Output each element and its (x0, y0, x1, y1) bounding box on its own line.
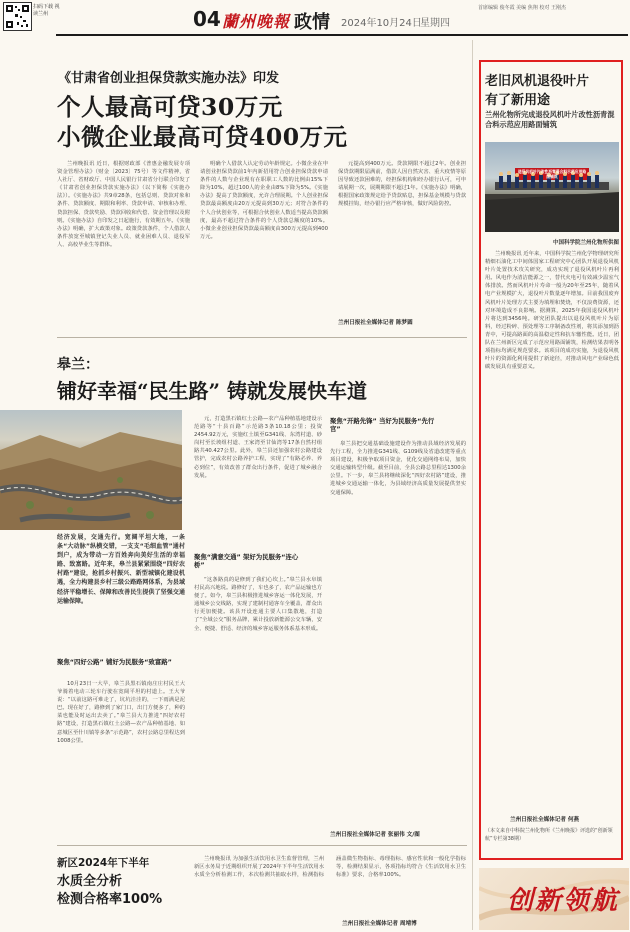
right-photo (485, 142, 619, 232)
lead-headline-1: 个人最高可贷30万元 (57, 93, 283, 121)
paper-name: 蘭州晚報 (222, 12, 291, 31)
middle-subhead-2: 聚焦“满意交通” 架好为民服务“连心桥” (194, 553, 299, 569)
right-headline-2: 有了新用途 (485, 93, 551, 108)
middle-photo (0, 410, 182, 530)
right-byline: 兰州日报社全媒体记者 何燕 (510, 817, 580, 823)
middle-paragraph: 元，打造黑石镇红土公路—农产品种植基地建设示范路等“十县百路”示范路3条10.18公里；投资2454.92万元，实施红土镇至G341线、东湾村道、砂岗村至长坡组村道、王家湾至甘仙湾等17条自然村组路共40.427公里。此外，皋兰县还加强农村公路建设管护，完成农村公路养护工程，实现了“有路必养、养必到位”，有效改善了群众出行条件，促进了城乡融合发展。 (194, 416, 322, 479)
bottom-headline-2: 检测合格率100% (57, 892, 163, 907)
section-title: 政情 (294, 12, 330, 33)
innovation-ad (479, 868, 629, 930)
photo-credit: 中国科学院兰州化物所供图 (552, 240, 619, 246)
qr-code[interactable] (3, 2, 32, 31)
right-footnote: （本文来自中科院兰州化物所《兰州晚报》评选的“创新领航”专栏第38期） (485, 828, 613, 842)
editor-credits: 首席编辑 俊冬霞 美编 焦翔 校对 王刚杰 (478, 5, 566, 11)
middle-paragraph: 皋兰县把交通基础设施建设作为推动县域经济发展的先行工程，全力推进G341线、G109线及省道改建等重点项目建设，积极争取项目资金，优化交通网络布局，加快交通运输转型升级。截至目前，全县公路总里程达1300余公里。下一步，皋兰县将继续深化“四好农村路”建设，推进城乡交通运输一体化，为县域经济高质量发展提供坚实交通保障。 (330, 441, 466, 496)
lead-paragraph: 明确个人借款人认定劳动年龄规定。小微企业在申请创业担保贷款前1年内新招用符合创业担保贷款申请条件的人数与企业现有在职职工人数的比例由15%下降为10%，超过100人的企业由8%下降为5%。《实施办法》提高了贷款额度，允许合理展期。个人创业担保贷款最高额度由20万元提高到30万元；对符合条件的个人合伙创业等，可根据合伙创业人数适当提高贷款额度，最高不超过符合条件的个人贷款总额度的10%。小微企业创业担保贷款最高额度由300万元提高到400万元。 (200, 161, 328, 240)
middle-lede: 经济发展，交通先行。宽阔平坦大地，一条条“大动脉”纵横交错，一支支“毛细血管”通村到户，成为带动一方百姓奔向美好生活的幸福路、致富路。近年来，皋兰县紧紧围绕“四好农村路”建设，抢抓乡村振兴、新型城镇化建设机遇，全力构建县乡村三级公路路网体系，为县域经济平稳增长、保障和改善民生提供了坚强交通运输保障。 (57, 534, 185, 605)
photo-banner-text: 退役风机叶片改性沥青混合料示范应用路面铺筑 (517, 169, 587, 179)
road-paving-illustration (485, 142, 619, 232)
lead-body-col2 (200, 160, 328, 330)
lead-byline: 兰州日报社全媒体记者 陈梦圆 (338, 320, 413, 326)
middle-body-col3 (330, 440, 466, 825)
lead-paragraph: 元提高到400万元。贷款期限不超过2年。创业担保贷款期限届满前，借款人因自然灾害、重大疫情等原因导致还款困难的，经担保机构和经办银行认可，可申请展期一次，展期期限不超过1年。《实施办法》明确，根据国家政策规定给予贷款贴息，担保基金规模与贷款规模挂钩，经办银行应严格审核，做好风险防控。 (338, 161, 466, 208)
right-subhead: 兰州化物所完成退役风机叶片改性沥青混合料示范应用路面铺筑 (485, 110, 615, 129)
qr-caption: 扫码下载 视读兰州 (33, 4, 60, 17)
middle-subhead-1: 聚焦“四好公路” 铺好为民服务“致富路” (57, 658, 172, 666)
mountain-road-illustration (0, 410, 182, 530)
issue-date: 2024年10月24日 (341, 18, 422, 29)
bottom-kicker: 新区2024年下半年 (57, 857, 150, 869)
right-headline-1: 老旧风机退役叶片 (485, 74, 590, 89)
lead-body-col1 (57, 160, 190, 330)
lead-body-col3 (338, 160, 466, 307)
bottom-body (194, 855, 466, 921)
bottom-paragraph: 兰州晚报讯 为加强生活饮用水卫生监督管理，兰州新区水务局于近期组织开展了2024年下半年生活饮用水水质全分析检测工作，本次检测共抽取水样，检测指标涵盖微生物指标、毒理指标、感官性状和一般化学指标等，检测结果显示，各项指标均符合《生活饮用水卫生标准》要求，合格率100%。 (194, 856, 466, 879)
ad-slogan: 创新领航 (507, 886, 620, 916)
issue-weekday: 星期四 (420, 18, 450, 29)
middle-headline: 铺好幸福“民生路” 铸就发展快车道 (57, 379, 367, 403)
qr-code-icon (4, 3, 31, 30)
bottom-headline-1: 水质全分析 (57, 874, 123, 889)
middle-paragraph: “这条路真的是修到了我们心坎上。”皋兰县水阜镇村民高兴地说。路修好了，车也多了，农产品运输也方便了。如今，皋兰县积极推进城乡客运一体化发展，开通城乡公交线路，实现了建制村通客车全覆盖，群众出行更加便捷。该县开设连通主要人口集散地，打造了“全域公交”服务品牌，累计投放新能源公交车辆，安全、便捷、舒适、经济的城乡客运服务体系基本形成。 (194, 577, 322, 632)
middle-kicker: 皋兰： (57, 357, 99, 373)
lead-headline-2: 小微企业最高可贷400万元 (57, 123, 348, 151)
middle-body-col1 (57, 680, 185, 828)
bottom-byline: 兰州日报社全媒体记者 周靖博 (342, 921, 417, 927)
column-divider (472, 40, 473, 930)
middle-paragraph: 10月23日一大早，皋兰县黑石镇南庄庄村民王大爷骑着电动三轮车行驶在宽阔平坦的村道上。王大爷说：“以前这路可难走了，坑坑洼洼的，一下雨满是泥巴。现在好了，路修到了家门口，出门方便多了，种的菜也能及时运出去卖了。”皋兰县大力推进“四好农村路”建设，打造黑石镇红土公路—农产品种植基地、如意城区至什川镇等多条“示范路”，农村公路总里程达到1008公里。 (57, 681, 185, 744)
middle-body-col2b (194, 576, 322, 826)
header-rule (56, 34, 628, 36)
section-rule-bottom (57, 845, 467, 846)
lead-kicker: 《甘肃省创业担保贷款实施办法》印发 (58, 71, 280, 86)
right-body (485, 250, 619, 807)
middle-body-col2 (194, 415, 322, 543)
lead-paragraph: 兰州晚报讯 近日，根据财政部《普惠金融发展专项资金管理办法》（财金〔2023〕75号）等文件精神，省人社厅、省财政厅、中国人民银行甘肃省分行联合印发了《甘肃省创业担保贷款实施办法》（以下简称《实施办法》）。《实施办法》共9章28条，包括总则、贷款对象和条件、贷款额度、期限和利率、贷款申请、审核和办理、贷款担保、贷款奖励、贷款回收和代偿、资金管理以及附则。《实施办法》自印发之日起施行，有效期五年。《实施办法》明确，扩大政策对象。政策贷款条件，个人借款人条件放宽至城镇登记失业人员、就业困难人员、退役军人、高校毕业生等群体。 (57, 161, 190, 248)
right-paragraph: 兰州晚报讯 近年来，中国科学院兰州化学物理研究所精细石油化工中间体国家工程研究中心团队开展退役风机叶片处置技术攻关研究，成功实现了退役风机叶片再利用。风电作为清洁能源之一，替代火电可有效减少温室气体排放。然而风机叶片寿命一般为20年至25年，随着风电产业规模扩大，退役叶片数量逐年增加。目前我国废弃风机叶片处理方式主要为填埋和焚烧，不仅浪费资源，还对环境造成不良影响。据测算，2025年我国退役风机叶片将达到3456吨。研究团队提出以退役风机叶片为原料，经过粉碎、预处理等工序制备改性剂，将其添加到沥青中，可提高路面的高温稳定性和抗车辙性能。近日，团队在兰州新区完成了示范应用路面铺筑，检测结果表明各项指标均满足规范要求。该项目的成功实施，为退役风机叶片的资源化利用提供了新途径，对推动风电产业绿色低碳发展具有重要意义。 (485, 251, 619, 371)
page-number: 04 (193, 7, 221, 31)
middle-byline: 兰州日报社全媒体记者 张丽伟 文/图 (330, 832, 420, 838)
middle-subhead-3: 聚焦“开路先锋” 当好为民服务“先行官” (330, 417, 435, 433)
section-rule (57, 337, 467, 338)
